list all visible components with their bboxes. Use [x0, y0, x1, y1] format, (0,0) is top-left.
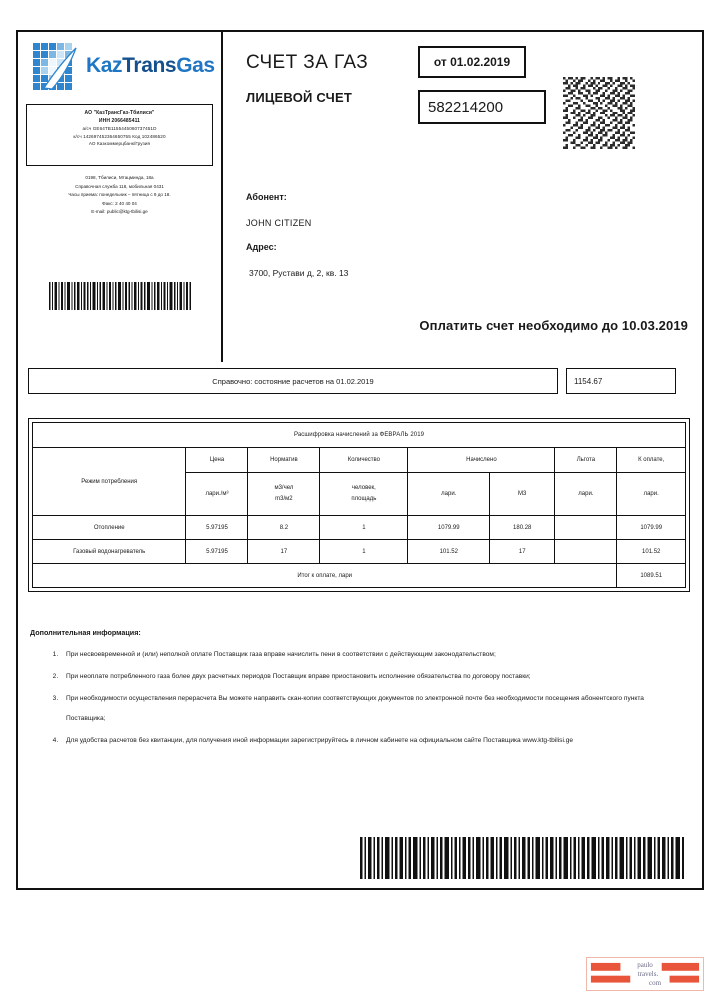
logo-wordmark	[86, 54, 215, 78]
row1-price: 5.97195	[186, 540, 248, 564]
company-logo	[30, 40, 216, 98]
total-value: 1089.51	[617, 564, 686, 588]
company-legal-name: АО "КазТрансГаз-Тбилиси"	[84, 110, 155, 116]
list-item: 3. При необходимости осуществления перерасчета Вы можете направить скан-копии соответствующих документов по электронной почте без необходимости посещения абонентского пункта Поставщика;	[60, 689, 680, 729]
address-label: Адрес:	[246, 242, 277, 252]
company-bank: АО Казкоммерцбанк/Грузия	[88, 141, 151, 146]
col-header-benefit: Льгота	[555, 448, 617, 473]
customer-name: JOHN CITIZEN	[246, 218, 312, 228]
subcol-accrued-volume: M3	[490, 473, 555, 516]
charges-table-container	[28, 418, 690, 592]
company-tax-id: ИНН 2066485411	[98, 117, 141, 124]
subcol-norm-unit	[248, 473, 320, 516]
header-vertical-divider	[221, 32, 223, 362]
company-legal-details	[26, 104, 213, 166]
company-helpline: Справочная служба 118, мобильная 0431	[75, 183, 164, 189]
row0-price: 5.97195	[186, 516, 248, 540]
col-header-payable: К оплате,	[617, 448, 686, 473]
row1-payable: 101.52	[617, 540, 686, 564]
reference-value-box	[566, 368, 676, 394]
row0-accrued-money: 1079.99	[408, 516, 490, 540]
company-contact-details	[26, 170, 213, 232]
watermark-line1: paulo	[637, 960, 653, 969]
col-header-quantity: Количество	[320, 448, 408, 473]
reference-text-box	[28, 368, 558, 394]
row1-qty: 1	[320, 540, 408, 564]
list-item: 1. При несвоевременной и (или) неполной оплате Поставщик газа вправе начислить пени в соответствии с действующим законодательством;	[60, 645, 680, 665]
account-number-value: 582214200	[428, 98, 504, 116]
col-header-price: Цена	[186, 448, 248, 473]
customer-label: Абонент:	[246, 192, 287, 202]
invoice-date-box	[418, 46, 526, 78]
subcol-qty-line2: площадь	[351, 496, 377, 502]
payment-due-notice: Оплатить счет необходимо до 10.03.2019	[419, 318, 688, 333]
logo-text-kaz: Kaz	[86, 54, 123, 77]
subcol-accrued-money: лари.	[408, 473, 490, 516]
company-corr-account: к/сч 142697452364650755 Код 102486520	[73, 133, 166, 139]
row1-mode: Газовый водонагреватель	[33, 540, 186, 564]
list-item: 2. При неоплате потребленного газа более двух расчетных периодов Поставщик вправе приостановить исполнение обязательства по договору поставки;	[60, 667, 680, 687]
reference-value: 1154.67	[574, 376, 603, 386]
subcol-price-unit: лари./м³	[186, 473, 248, 516]
row0-mode: Отопление	[33, 516, 186, 540]
qr-code	[563, 77, 635, 149]
subcol-norm-line2: m3/м2	[275, 496, 293, 502]
row0-norm: 8.2	[248, 516, 320, 540]
account-number-box	[418, 90, 546, 124]
col-header-mode: Режим потребления	[33, 448, 186, 516]
kaztransgas-logo-icon	[32, 42, 84, 94]
row0-benefit	[555, 516, 617, 540]
watermark-text	[587, 958, 703, 990]
charges-total-row	[33, 564, 686, 588]
payment-barcode	[358, 837, 688, 879]
table-row	[33, 540, 686, 564]
company-email: E-mail: public@ktg-tbilisi.ge	[91, 209, 148, 214]
row1-norm: 17	[248, 540, 320, 564]
watermark-line2: travels.	[637, 969, 659, 978]
company-fax: Факс: 2 40 40 04	[102, 200, 137, 206]
row0-accrued-volume: 180.28	[490, 516, 555, 540]
subcol-norm-line1: м3/чел	[274, 485, 294, 491]
logo-text-gas: Gas	[176, 54, 215, 77]
account-barcode	[48, 282, 193, 310]
invoice-header-band	[18, 32, 702, 362]
notes-title: Дополнительная информация:	[30, 628, 141, 637]
watermark-line3: com	[648, 978, 662, 987]
invoice-container	[16, 30, 704, 890]
table-row	[33, 516, 686, 540]
notes-list	[30, 645, 680, 751]
row1-accrued-volume: 17	[490, 540, 555, 564]
charges-table	[32, 422, 686, 588]
subcol-qty-unit	[320, 473, 408, 516]
row1-benefit	[555, 540, 617, 564]
row0-payable: 1079.99	[617, 516, 686, 540]
charges-band-row	[33, 423, 686, 448]
additional-information	[30, 628, 680, 753]
watermark-logo	[586, 957, 704, 991]
subcol-qty-line1: человек,	[351, 485, 376, 491]
charges-header-row	[33, 448, 686, 473]
invoice-date-value: от 01.02.2019	[433, 55, 511, 69]
company-address: 0198, Тбилиси, Мтацминда, 18а	[85, 175, 154, 180]
account-title: ЛИЦЕВОЙ СЧЕТ	[246, 90, 352, 105]
reference-row	[18, 368, 702, 396]
reference-text: Справочно: состояние расчетов на 01.02.2019	[212, 376, 374, 386]
company-hours: Часы приема: понедельник – пятница с 9 до 18.	[68, 192, 171, 197]
logo-text-trans: Trans	[122, 54, 177, 77]
list-item: 4. Для удобства расчетов без квитанции, для получения иной информации зарегистрируйтесь в личном кабинете на официальном сайте Поставщика www.ktg-tbilisi.ge	[60, 731, 680, 751]
company-account: а/сч GE64TB1155445060737451D	[82, 126, 157, 131]
charges-band-title: Расшифровка начислений за ФЕВРАЛЬ 2019	[33, 423, 686, 448]
total-label: Итог к оплате, лари	[33, 564, 617, 588]
page-title: СЧЕТ ЗА ГАЗ	[246, 52, 369, 73]
customer-address: 3700, Рустави д, 2, кв. 13	[249, 268, 349, 278]
col-header-norm: Норматив	[248, 448, 320, 473]
subcol-payable-unit: лари.	[617, 473, 686, 516]
col-header-accrued: Начислено	[408, 448, 555, 473]
row0-qty: 1	[320, 516, 408, 540]
row1-accrued-money: 101.52	[408, 540, 490, 564]
subcol-benefit-unit: лари.	[555, 473, 617, 516]
